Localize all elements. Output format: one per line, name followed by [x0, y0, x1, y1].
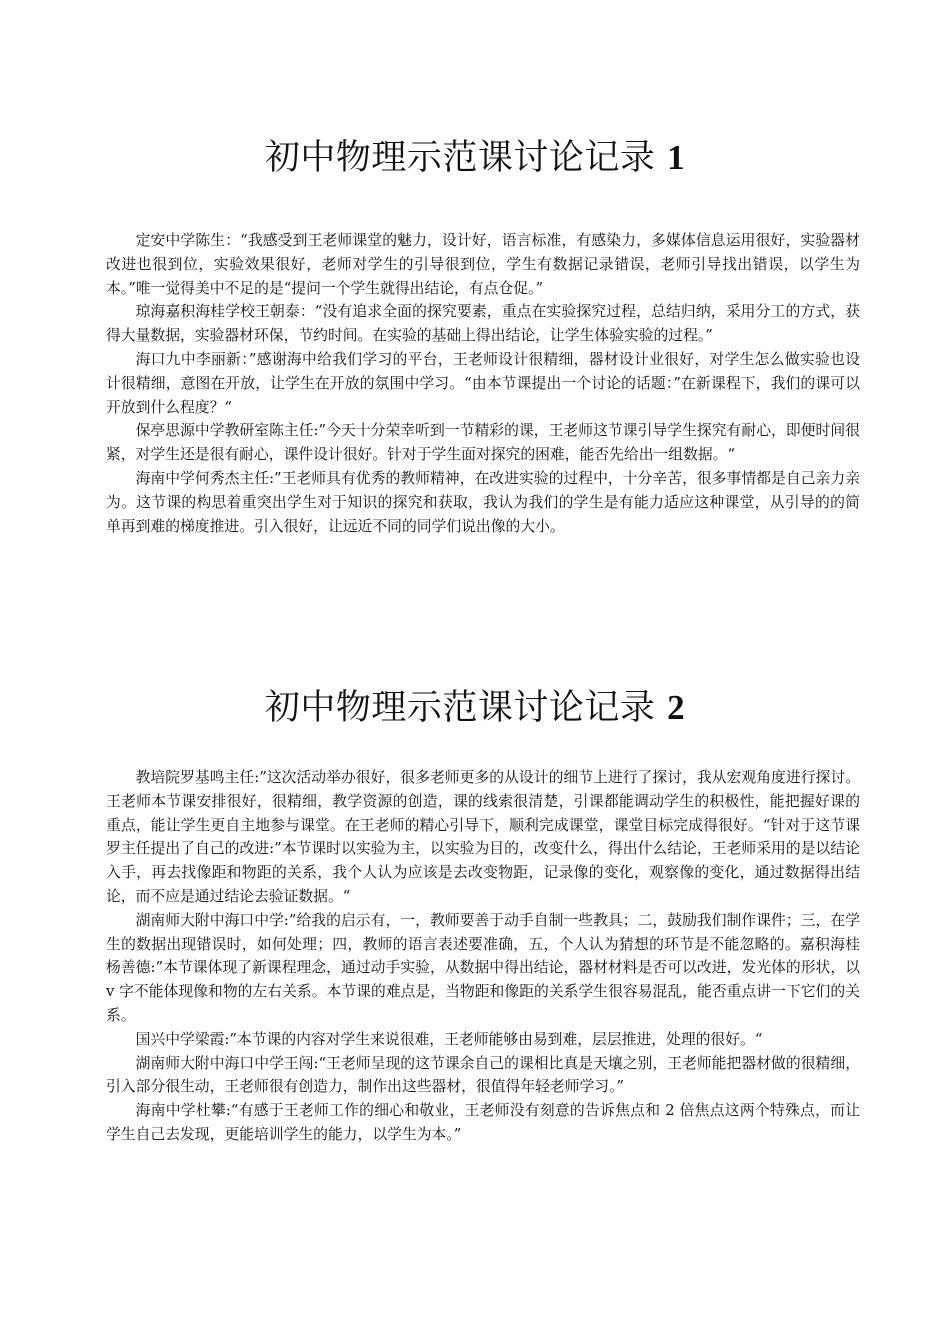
section-1-title — [0, 136, 950, 180]
paragraph: 教培院罗基鸣主任:”这次活动举办很好，很多老师更多的从设计的细节上进行了探讨，我从宏观角度进行探讨。王老师本节课安排很好，很精细，教学资源的创造，课的线索很清楚，引课都能调动学生的积极性，能把握好课的重点，能让学生更自主地参与课堂。在王老师的精心引导下，顺利完成课堂，课堂目标完成得很好。“针对于这节课罗主任提出了自己的改进:”本节课时以实验为主，以实验为目的，改变什么，得出什么结论，王老师采用的是以结论入手，再去找像距和物距的关系，我个人认为应该是去改变物距，记录像的变化，观察像的变化，通过数据得出结论，而不应是通过结论去验证数据。“ — [106, 769, 860, 905]
section-1-title-number: 1 — [667, 138, 686, 177]
paragraph: 海南中学杜攀:“有感于王老师工作的细心和敬业，王老师没有刻意的告诉焦点和 2 倍焦点这两个特殊点，而让学生自己去发现，更能培训学生的能力，以学生为本。” — [106, 1102, 860, 1143]
section-2-body — [106, 766, 860, 1147]
section-1-body — [106, 229, 860, 538]
section-2-title — [0, 686, 950, 730]
paragraph: 海南中学何秀杰主任:”王老师具有优秀的教师精神，在改进实验的过程中，十分辛苦，很多事情都是自己亲力亲为。这节课的构思着重突出学生对于知识的探究和获取，我认为我们的学生是有能力适应这种课堂，从引导的的简单再到难的梯度推进。引入很好，让远近不同的同学们说出像的大小。 — [106, 469, 860, 535]
paragraph: 琼海嘉积海桂学校王朝泰：“没有追求全面的探究要素，重点在实验探究过程，总结归纳，采用分工的方式，获得大量数据，实验器材环保，节约时间。在实验的基础上得出结论，让学生体验实验的过程。” — [106, 303, 860, 345]
paragraph: 湖南师大附中海口中学王闯:“王老师呈现的这节课余自己的课相比真是天壤之别，王老师能把器材做的很精细，引入部分很生动，王老师很有创造力，制作出这些器材，很值得年轻老师学习。” — [106, 1054, 860, 1096]
paragraph: 保亭思源中学教研室陈主任:”今天十分荣幸听到一节精彩的课，王老师这节课引导学生探究有耐心，即便时间很紧，对学生还是很有耐心，课件设计很好。针对于学生面对探究的困难，能否先给出一组数据。“ — [106, 422, 860, 464]
section-1-title-text: 初中物理示范课讨论记录 — [264, 138, 656, 178]
section-2-title-number: 2 — [667, 688, 686, 727]
paragraph: 湖南师大附中海口中学:”给我的启示有，一，教师要善于动手自制一些教具；二，鼓励我们制作课件；三，在学生的数据出现错误时，如何处理；四，教师的语言表述要准确，五，个人认为猜想的环节是不能忽略的。嘉积海桂杨善德:”本节课体现了新课程理念，通过动手实验，从数据中得出结论，器材材料是否可以改进，发光体的形状，以 v 字不能体现像和物的左右关系。本节课的难点是，当物距和像距的关系学生很容易混乱，能否重点讲一下它们的关系。 — [106, 911, 860, 1024]
paragraph: 定安中学陈生：“我感受到王老师课堂的魅力，设计好，语言标准，有感染力，多媒体信息运用很好，实验器材改进也很到位，实验效果很好，老师对学生的引导很到位，学生有数据记录错误，老师引导找出错误，以学生为本。”唯一觉得美中不足的是“提问一个学生就得出结论，有点仓促。” — [106, 232, 860, 297]
section-2-title-text: 初中物理示范课讨论记录 — [264, 688, 656, 728]
paragraph: 海口九中李丽新：”感谢海中给我们学习的平台，王老师设计很精细，器材设计业很好，对学生怎么做实验也设计很精细，意图在开放，让学生在开放的氛围中学习。“由本节课提出一个讨论的话题：”在新课程下，我们的课可以开放到什么程度？“ — [106, 350, 860, 416]
paragraph: 国兴中学梁霞:”本节课的内容对学生来说很难，王老师能够由易到难，层层推进，处理的很好。“ — [135, 1030, 763, 1048]
